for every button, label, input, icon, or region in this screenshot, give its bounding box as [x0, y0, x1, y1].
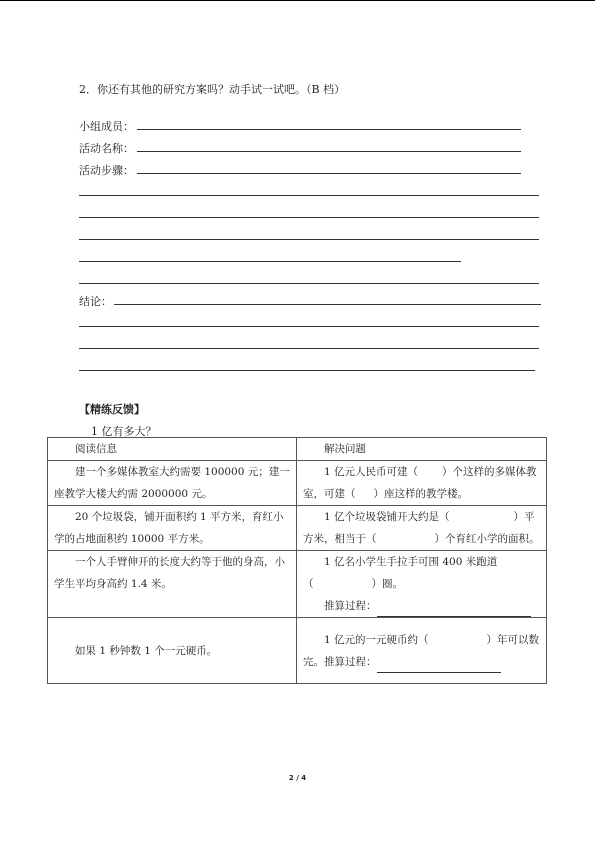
exercise-table — [47, 437, 547, 684]
steps-line-5[interactable] — [79, 261, 461, 262]
process-line[interactable] — [377, 659, 501, 673]
problem-text-b: （ — [303, 578, 314, 590]
header-problem: 解决问题 — [297, 438, 547, 461]
row-problem — [297, 551, 547, 618]
question-title: 2．你还有其他的研究方案吗？动手试一试吧。（B 档） — [79, 83, 346, 96]
activity-name-label: 活动名称： — [79, 142, 134, 155]
steps-line-3[interactable] — [79, 217, 539, 218]
row-info: 一个人手臂伸开的长度大约等于他的身高，小学生平均身高约 1.4 米。 — [48, 551, 297, 618]
row-problem — [297, 506, 547, 551]
problem-text-b: ）平方米，相当于（ — [303, 511, 535, 545]
process-label: 推算过程： — [324, 600, 377, 612]
members-label: 小组成员： — [79, 120, 134, 133]
steps-line[interactable] — [137, 173, 521, 174]
problem-text-a: 1 亿个垃圾袋铺开大约是（ — [324, 511, 450, 523]
members-line[interactable] — [137, 129, 521, 130]
row-info: 建一个多媒体教室大约需要 100000 元；建一座教学大楼大约需 2000000 元。 — [48, 461, 297, 506]
section-title: 【精练反馈】 — [79, 403, 145, 416]
row-problem — [297, 461, 547, 506]
top-border — [0, 0, 595, 1]
conclusion-line-3[interactable] — [79, 348, 539, 349]
steps-label: 活动步骤： — [79, 164, 134, 177]
steps-line-4[interactable] — [79, 239, 539, 240]
row-info: 20 个垃圾袋，铺开面积约 1 平方米，育红小学的占地面积约 10000 平方米。 — [48, 506, 297, 551]
problem-text-a: 1 亿元人民币可建（ — [324, 466, 419, 478]
problem-text-c: ）圈。 — [371, 578, 403, 590]
problem-text-c: ）座这样的教学楼。 — [373, 488, 468, 500]
table-row — [48, 506, 547, 551]
problem-text-b: ）年可以数完。推算过程： — [303, 633, 540, 668]
conclusion-line-4[interactable] — [79, 370, 535, 371]
conclusion-line-2[interactable] — [79, 326, 539, 327]
problem-text-a: 1 亿名小学生手拉手可围 400 米跑道 — [324, 556, 498, 568]
steps-line-6[interactable] — [79, 283, 539, 284]
problem-text-c: ）个育红小学的面积。 — [434, 533, 540, 545]
page-number: 2 / 4 — [288, 774, 307, 782]
problem-text-a: 1 亿元的一元硬币约（ — [324, 633, 429, 646]
conclusion-label: 结论： — [79, 295, 112, 308]
intro-question: 1 亿有多大？ — [91, 425, 157, 438]
table-header-row — [48, 438, 547, 461]
problem-text-b: ）个这样的多媒体教室，可建（ — [303, 466, 537, 500]
process-line[interactable] — [377, 603, 531, 617]
table-row — [48, 618, 547, 684]
table-row — [48, 551, 547, 618]
steps-line-2[interactable] — [79, 195, 539, 196]
row-info: 如果 1 秒钟数 1 个一元硬币。 — [48, 618, 297, 684]
conclusion-line[interactable] — [114, 304, 541, 305]
header-info: 阅读信息 — [48, 438, 297, 461]
table-row — [48, 461, 547, 506]
activity-name-line[interactable] — [137, 151, 521, 152]
row-problem — [297, 618, 547, 684]
